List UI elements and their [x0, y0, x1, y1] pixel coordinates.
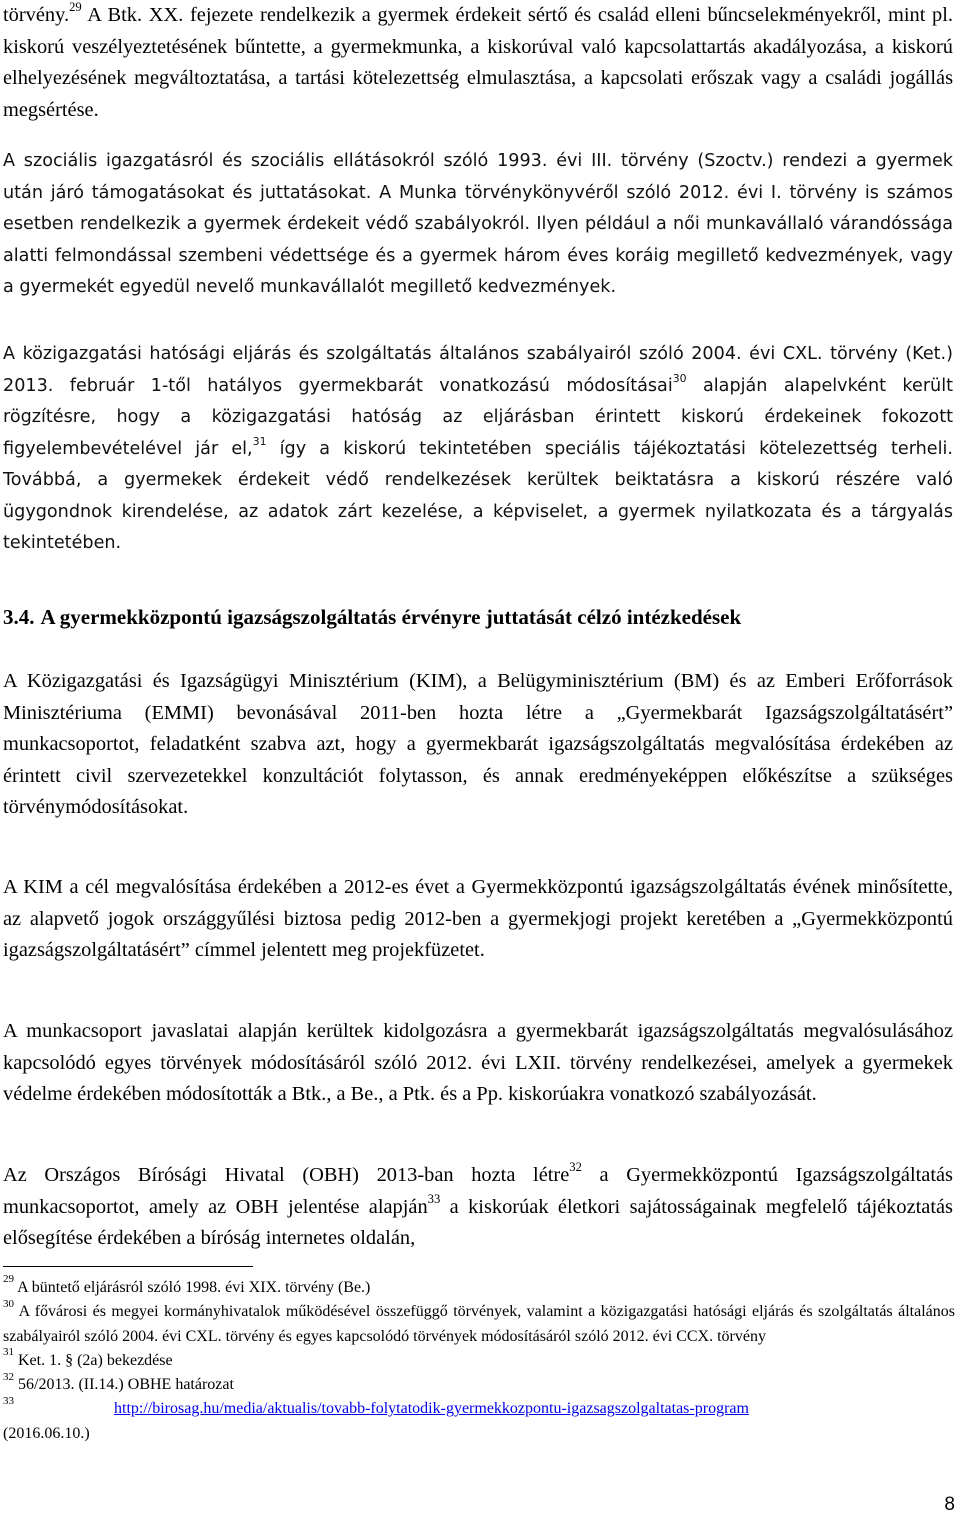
paragraph-szoctv: A szociális igazgatásról és szociális ellátásokról szóló 1993. évi III. törvény (Szoctv.) rendezi a gyermek után járó támogatásokat és juttatásokat. A Munka törvénykönyvéről szóló 2012. évi I. törvény is számos esetben rendelkezik a gyermek érdekeit védő szabályokról. Ilyen például a női munkavállaló várandóssága alatti felmondással szembeni védettsége és a gyermek három éves koráig megillető kedvezmények, vagy a gyermekét egyedül nevelő munkavállalót megillető kedvezmények.: [3, 151, 953, 297]
section-heading: [3, 602, 953, 632]
footnotes: [3, 1273, 955, 1446]
footnote-ref-29[interactable]: 29: [69, 0, 82, 15]
footnote-ref-31[interactable]: 31: [252, 435, 267, 449]
footnote-32: $^{32}$ 56/2013. (II.14.) OBHE határozat: [3, 1370, 234, 1394]
paragraph-kim-working-group: A Közigazgatási és Igazságügyi Minisztérium (KIM), a Belügyminisztérium (BM) és az Emberi Erőforrások Minisztériuma (EMMI) bevonásával 2011-ben hozta létre a „Gyermekbarát Igazságszolgáltatásért” munkacsoportot, feladatként szabva azt, hogy a gyermekbarát igazságszolgáltatás megvalósítása érdekében az érintett civil szervezetekkel konzultációt folytasson, és annak eredményeképpen előkészítse a szükséges törvénymódosításokat.: [3, 670, 953, 818]
section-title: A gyermekközpontú igazságszolgáltatás érvényre juttatását célzó intézkedések: [40, 605, 742, 629]
page-number: 8: [944, 1494, 955, 1515]
footnote-31: $^{31}$ Ket. 1. § (2a) bekezdése: [3, 1346, 173, 1369]
footnote-divider: [3, 1266, 253, 1267]
footnote-33: $^{33}$ http://birosag.hu/media/aktualis/tovabb-folytatodik-gyermekkozpontu-igazsagszolgaltatas-program (2016.06.10.): [3, 1394, 749, 1442]
footnote-ref-33[interactable]: 33: [427, 1191, 441, 1206]
paragraph-obh: Az Országos Bírósági Hivatal (OBH) 2013-ban hozta létre$^{32}$ a Gyermekközpontú Igazságszolgáltatás munkacsoportot, amely az OBH jelentése alapján$^{33}$ a kiskorúak életkori sajátosságainak megfelelő tájékoztatás elősegítése érdekében a bíróság internetes oldalán,: [3, 1160, 953, 1249]
paragraph-legislation-2012: A munkacsoport javaslatai alapján kerültek kidolgozásra a gyermekbarát igazságszolgáltatás megvalósulásához kapcsolódó egyes törvények módosításáról szóló 2012. évi LXII. törvény rendelkezései, amelyek a gyermekek védelme érdekében módosították a Btk., a Be., a Ptk. és a Pp. kiskorúakra vonatkozó szabályozását.: [3, 1020, 953, 1105]
footnote-ref-30[interactable]: 30: [672, 372, 687, 386]
footnote-33-link[interactable]: http://birosag.hu/media/aktualis/tovabb-folytatodik-gyermekkozpontu-igazsagszolgaltatas-program: [114, 1400, 749, 1418]
paragraph-kim-2012: A KIM a cél megvalósítása érdekében a 2012-es évet a Gyermekközpontú igazságszolgáltatás évének minősítette, az alapvető jogok országgyűlési biztosa pedig 2012-ben a gyermekjogi projekt keretében a „Gyermekközpontú igazságszolgáltatásért” címmel jelentett meg projekfüzetet.: [3, 876, 953, 961]
paragraph-btk: törvény.$^{29}$ A Btk. XX. fejezete rendelkezik a gyermek érdekeit sértő és család elleni bűncselekményekről, mint pl. kiskorú veszélyeztetésének bűntette, a gyermekmunka, a kiskorúval való kapcsolattartás akadályozása, a kiskorú elhelyezésének megváltoztatása, a tartási kötelezettség elmulasztása, a kapcsolati erőszak vagy a családi jogállás megsértése.: [3, 0, 953, 121]
footnote-ref-32[interactable]: 32: [569, 1160, 582, 1175]
footnote-30: $^{30}$ A fővárosi és megyei kormányhivatalok működésével összefüggő törvények, valamint a közigazgatási hatósági eljárás és szolgáltatás általános szabályairól szóló 2004. évi CXL. törvény és egyes kapcsolódó törvények módosításáról szóló 2012. évi CCX. törvény: [3, 1297, 955, 1345]
footnote-29: $^{29}$ A büntető eljárásról szóló 1998. évi XIX. törvény (Be.): [3, 1273, 371, 1296]
paragraph-ket: A közigazgatási hatósági eljárás és szolgáltatás általános szabályairól szóló 2004. évi CXL. törvény (Ket.) 2013. február 1-től hatályos gyermekbarát vonatkozású módosításai$^{30}$ alapján alapelvként került rögzítésre, hogy a közigazgatási hatóság az eljárásban érintett kiskorú érdekeinek fokozott figyelembevételével jár el,$^{31}$ így a kiskorú tekintetében speciális tájékoztatási kötelezettség terheli. Továbbá, a gyermekek érdekeit védő rendelkezések kerültek beiktatásra a kiskorú részére való ügygondnok kirendelése, az adatok zárt kezelése, a képviselet, a gyermek nyilatkozata és a tárgyalás tekintetében.: [3, 344, 953, 553]
section-number: 3.4.: [3, 605, 35, 629]
